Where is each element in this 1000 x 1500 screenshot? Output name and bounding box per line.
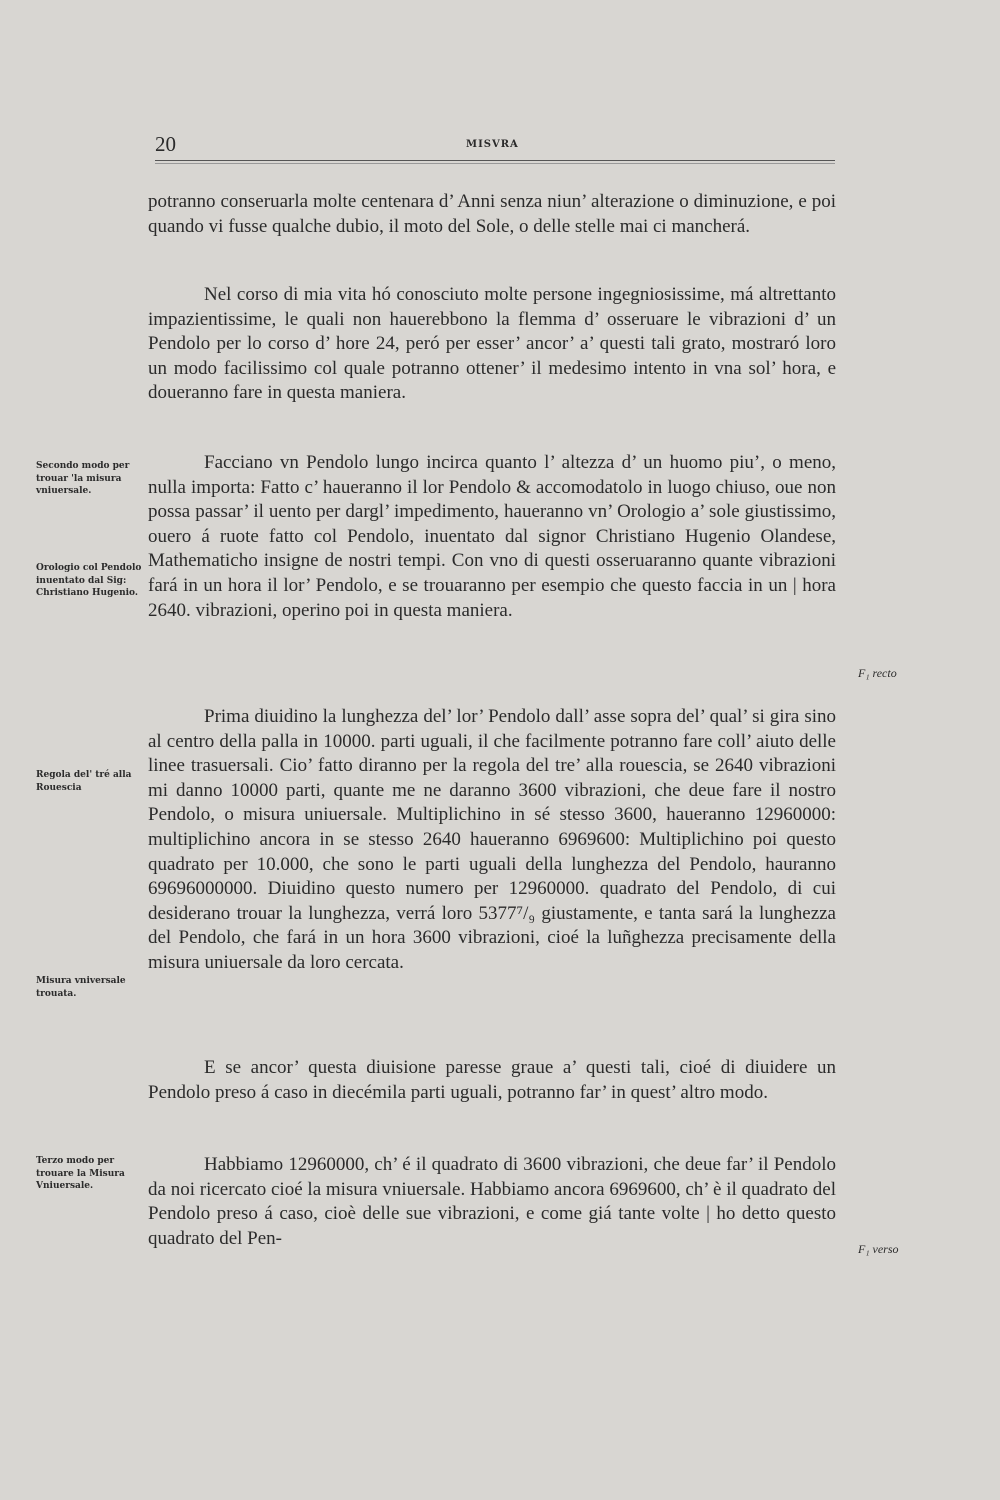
margin-note-terzo-modo: Terzo modo per trouare la Misura Vniuersale.: [36, 1156, 125, 1191]
margin-note-misura-trouata: Misura vniversale trouata.: [36, 976, 126, 999]
margin-note-orologio: Orologio col Pendolo inuentato dal Sig: Christiano Hugenio.: [36, 563, 142, 598]
margin-note-secondo-modo: Secondo modo per trouar 'la misura vniuersale.: [36, 461, 130, 496]
folio-mark-verso: F₁ verso: [858, 1242, 899, 1256]
paragraph-6: Habbiamo 12960000, ch’ é il quadrato di 3600 vibrazioni, che deue far’ il Pendolo da noi ricercato cioé la misura vniuersale. Habbiamo ancora 6969600, ch’ è il quadrato del Pendolo preso á caso, cioè delle sue vibrazioni, e come giá tante volte | ho detto questo quadrato del Pen-: [148, 1154, 836, 1249]
page-number: 20: [155, 132, 176, 156]
paragraph-1: potranno conseruarla molte centenara d’ Anni senza niun’ alterazione o diminuzione, e poi quando vi fusse qualche dubio, il moto del Sole, o delle stelle mai ci mancherá.: [148, 191, 836, 237]
paragraph-2: Nel corso di mia vita hó conosciuto molte persone ingegniosissime, má altrettanto impazientissime, le quali non hauerebbono la flemma d’ osseruare le vibrazioni d’ un Pendolo per lo corso d’ hore 24, peró per esser’ ancor’ a’ questi tali grato, mostraró loro un modo facilissimo col quale potranno ottener’ il medesimo intento in vna sol’ hora, e doueranno fare in questa maniera.: [148, 284, 836, 404]
paragraph-4: Prima diuidino la lunghezza del’ lor’ Pendolo dall’ asse sopra del’ qual’ si gira sino al centro della palla in 10000. parti uguali, il che facilmente potranno fare coll’ aiuto delle linee trasuersali. Cio’ fatto diranno per la regola del tre’ alla rouescia, se 2640 vibrazioni mi danno 10000 parti, quante me ne daranno 3600 vibrazioni, che deue fare il nostro Pendolo, o misura uniuersale. Multiplichino in sé stesso 3600, haueranno 12960000: multiplichino ancora in se stesso 2640 haueranno 6969600: Multiplichino poi questo quadrato per 10.000, che sono le parti uguali della lunghezza del Pendolo, hauranno 69696000000. Diuidino questo numero per 12960000. quadrato del Pendolo, di cui desiderano trouar la lunghezza, verrá loro 5377⁷/₉ giustamente, e tanta sará la lunghezza del Pendolo, che fará in un hora 3600 vibrazioni, cioé la luñghezza precisamente della misura uniuersale da loro cercata.: [148, 706, 836, 973]
paragraph-3: Facciano vn Pendolo lungo incirca quanto l’ altezza d’ un huomo piu’, o meno, nulla importa: Fatto c’ haueranno il lor Pendolo & accomodatolo in luogo chiuso, oue non possa passar’ il uento per dargl’ impedimento, haueranno vn’ Orologio a’ sole giustissimo, ouero á ruote fatto col Pendolo, inuentato dal signor Christiano Hugenio Olandese, Mathematicho insigne de nostri tempi. Con vno di questi osseruaranno quante vibrazioni fará in un hora il lor’ Pendolo, e se trouaranno per esempio che questo faccia in un | hora 2640. vibrazioni, operino poi in questa maniera.: [148, 452, 836, 621]
header-rule: [155, 160, 835, 161]
paragraph-5: E se ancor’ questa diuisione paresse graue a’ questi tali, cioé di diuidere un Pendolo preso á caso in diecémila parti uguali, potranno far’ in quest’ altro modo.: [148, 1057, 836, 1103]
header-rule-secondary: [155, 163, 835, 164]
folio-mark-recto: F₁ recto: [858, 666, 897, 680]
running-title: MISVRA: [466, 139, 519, 150]
margin-note-regola: Regola del' tré alla Rouescia: [36, 770, 132, 793]
